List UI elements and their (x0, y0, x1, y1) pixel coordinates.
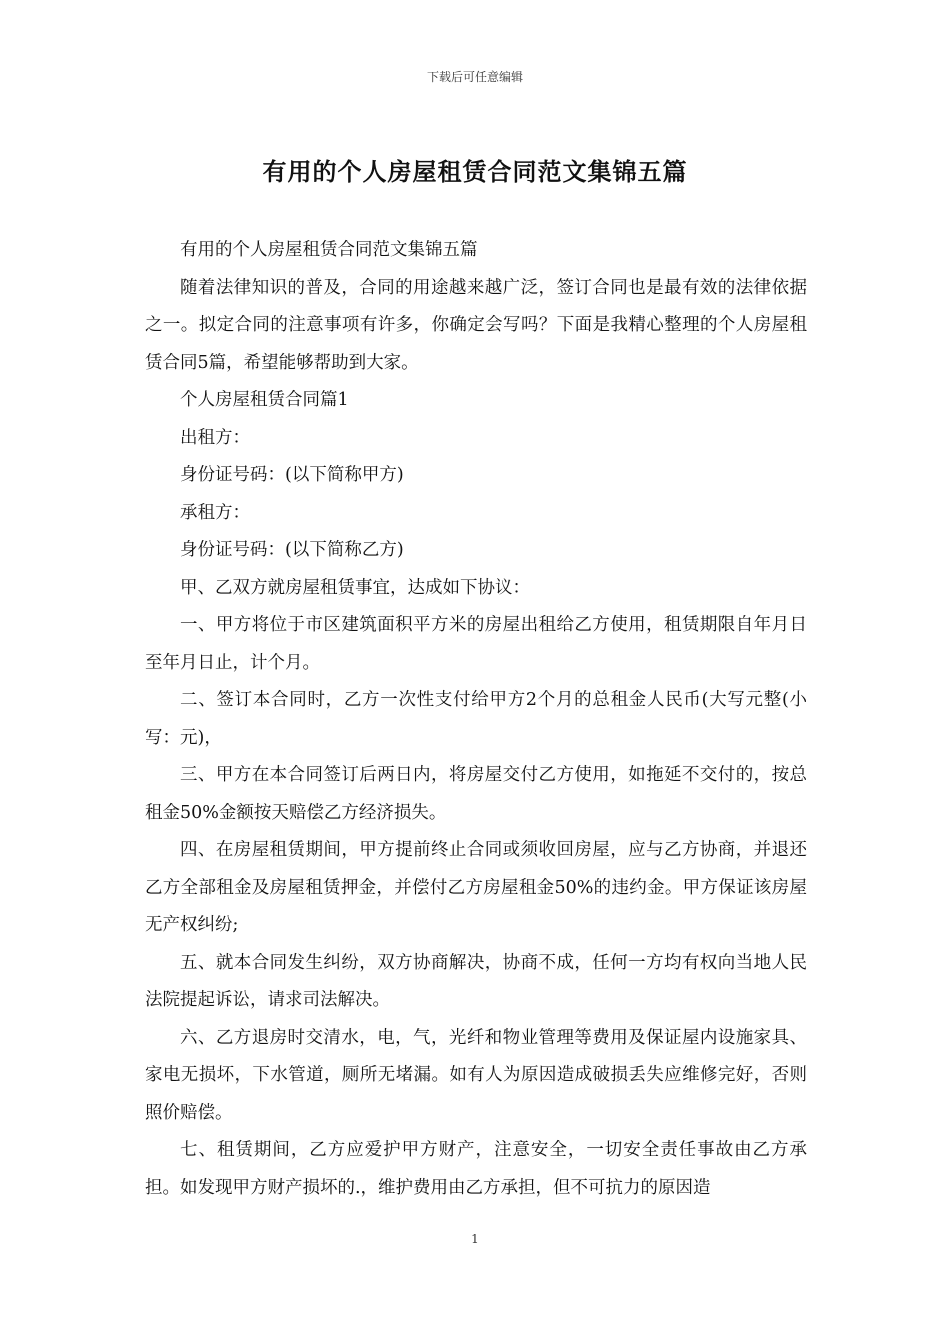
paragraph-agreement-intro: 甲、乙双方就房屋租赁事宜，达成如下协议： (180, 577, 530, 598)
paragraph-clause-2: 二、签订本合同时，乙方一次性支付给甲方2个月的总租金人民币(大写元整(小写：元)， (145, 690, 807, 748)
paragraph-section-heading: 个人房屋租赁合同篇1 (180, 390, 349, 410)
paragraph-subtitle: 有用的个人房屋租赁合同范文集锦五篇 (180, 240, 478, 260)
paragraph-lessee: 承租方： (180, 502, 250, 523)
paragraph-intro: 随着法律知识的普及，合同的用途越来越广泛，签订合同也是最有效的法律依据之一。拟定合同的注意事项有许多，你确定会写吗？下面是我精心整理的个人房屋租赁合同5篇，希望能够帮助到大家。 (145, 277, 807, 373)
paragraph-clause-7: 七、租赁期间，乙方应爱护甲方财产，注意安全，一切安全责任事故由乙方承担。如发现甲方财产损坏的.，维护费用由乙方承担，但不可抗力的原因造 (145, 1140, 807, 1198)
paragraph-lessee-id: 身份证号码：(以下简称乙方) (180, 540, 404, 560)
page-number: 1 (471, 1232, 479, 1246)
paragraph-clause-6: 六、乙方退房时交清水，电，气，光纤和物业管理等费用及保证屋内设施家具、家电无损坏，下水管道，厕所无堵漏。如有人为原因造成破损丢失应维修完好，否则照价赔偿。 (145, 1027, 807, 1123)
document-title: 有用的个人房屋租赁合同范文集锦五篇 (262, 157, 688, 186)
paragraph-clause-3: 三、甲方在本合同签订后两日内，将房屋交付乙方使用，如拖延不交付的，按总租金50%金额按天赔偿乙方经济损失。 (145, 765, 807, 823)
paragraph-lessor: 出租方： (180, 427, 250, 448)
paragraph-clause-1: 一、甲方将位于市区建筑面积平方米的房屋出租给乙方使用，租赁期限自年月日至年月日止，计个月。 (145, 615, 807, 673)
document-body (145, 232, 807, 1207)
page-header-note: 下载后可任意编辑 (426, 70, 523, 84)
paragraph-clause-4: 四、在房屋租赁期间，甲方提前终止合同或须收回房屋，应与乙方协商，并退还乙方全部租金及房屋租赁押金，并偿付乙方房屋租金50%的违约金。甲方保证该房屋无产权纠纷; (145, 840, 807, 935)
paragraph-lessor-id: 身份证号码：(以下简称甲方) (180, 465, 404, 485)
paragraph-clause-5: 五、就本合同发生纠纷，双方协商解决，协商不成，任何一方均有权向当地人民法院提起诉讼，请求司法解决。 (145, 952, 807, 1010)
